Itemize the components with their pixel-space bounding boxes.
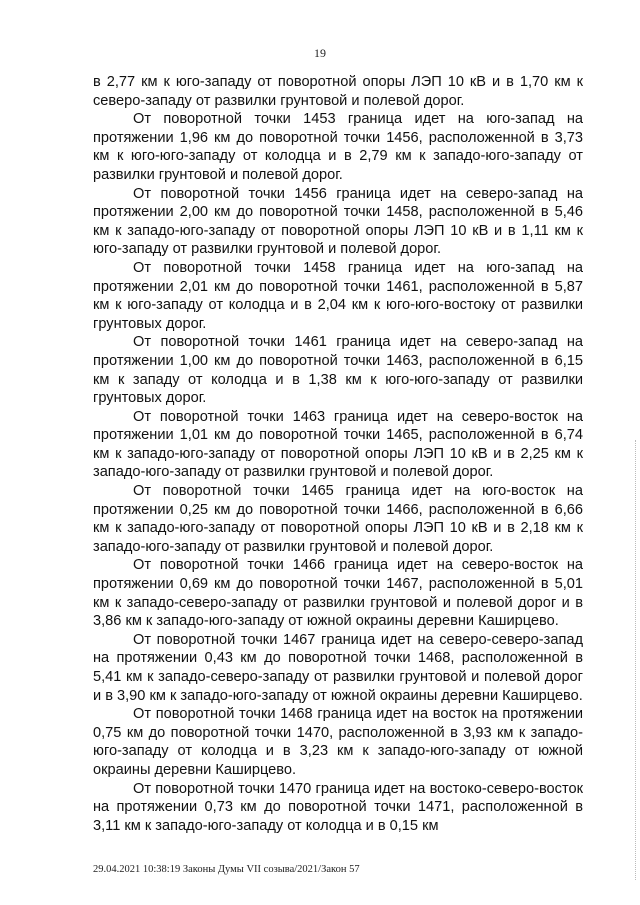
page-number: 19 bbox=[314, 46, 326, 60]
paragraph: От поворотной точки 1453 граница идет на юго-запад на протяжении 1,96 км до поворотной точки 1456, расположенной в 3,73 км к юго-юго-западу от колодца и в 2,79 км к западо-юго-западу от развилки грунтовой и полевой дорог. bbox=[93, 111, 583, 183]
paragraph: От поворотной точки 1456 граница идет на северо-запад на протяжении 2,00 км до поворотной точки 1458, расположенной в 5,46 км к западо-юго-западу от поворотной опоры ЛЭП 10 кВ и в 1,11 км к юго-западу от развилки грунтовой и полевой дорог. bbox=[93, 185, 583, 258]
paragraph: От поворотной точки 1465 граница идет на юго-восток на протяжении 0,25 км до поворотной точки 1466, расположенной в 6,66 км к западо-юго-западу от поворотной опоры ЛЭП 10 кВ и в 2,18 км к западо-юго-западу от развилки грунтовой и полевой дорог. bbox=[93, 483, 583, 555]
paragraph: От поворотной точки 1467 граница идет на северо-северо-запад на протяжении 0,43 км до поворотной точки 1468, расположенной в 5,41 км к западо-северо-западу от развилки грунтовой и полевой дорог и в 3,90 км к западо-юго-западу от южной окраины деревни Каширцево. bbox=[93, 631, 583, 704]
paragraph: От поворотной точки 1468 граница идет на восток на протяжении 0,75 км до поворотной точки 1470, расположенной в 3,93 км к западо-юго-западу от колодца и в 3,23 км к западо-юго-западу от южной окраины деревни Каширцево. bbox=[93, 706, 583, 778]
paragraph: От поворотной точки 1470 граница идет на востоко-северо-восток на протяжении 0,73 км до поворотной точки 1471, расположенной в 3,11 км к западо-юго-западу от колодца и в 0,15 км bbox=[93, 780, 583, 834]
paragraph: От поворотной точки 1458 граница идет на юго-запад на протяжении 2,01 км до поворотной точки 1461, расположенной в 5,87 км к юго-западу от колодца и в 2,04 км к юго-юго-востоку от развилки грунтовых дорог. bbox=[93, 259, 583, 332]
paragraph: От поворотной точки 1466 граница идет на северо-восток на протяжении 0,69 км до поворотной точки 1467, расположенной в 5,01 км к западо-северо-западу от развилки грунтовой и полевой дорог и в 3,86 км к западо-юго-западу от южной окраины деревни Каширцево. bbox=[93, 557, 583, 630]
paragraph: От поворотной точки 1461 граница идет на северо-запад на протяжении 1,00 км до поворотной точки 1463, расположенной в 6,15 км к западу от колодца и в 1,38 км к юго-юго-западу от развилки грунтовых дорог. bbox=[93, 334, 583, 407]
document-body bbox=[93, 73, 583, 835]
paragraph: От поворотной точки 1463 граница идет на северо-восток на протяжении 1,01 км до поворотной точки 1465, расположенной в 6,74 км к западо-юго-западу от поворотной опоры ЛЭП 10 кВ и в 2,25 км к западо-юго-западу от развилки грунтовой и полевой дорог. bbox=[93, 408, 583, 481]
footer-stamp: 29.04.2021 10:38:19 Законы Думы VII созыва/2021/Закон 57 bbox=[93, 864, 360, 875]
scan-margin-marks bbox=[629, 440, 636, 880]
paragraph: в 2,77 км к юго-западу от поворотной опоры ЛЭП 10 кВ и в 1,70 км к северо-западу от развилки грунтовой и полевой дорог. bbox=[93, 74, 583, 109]
